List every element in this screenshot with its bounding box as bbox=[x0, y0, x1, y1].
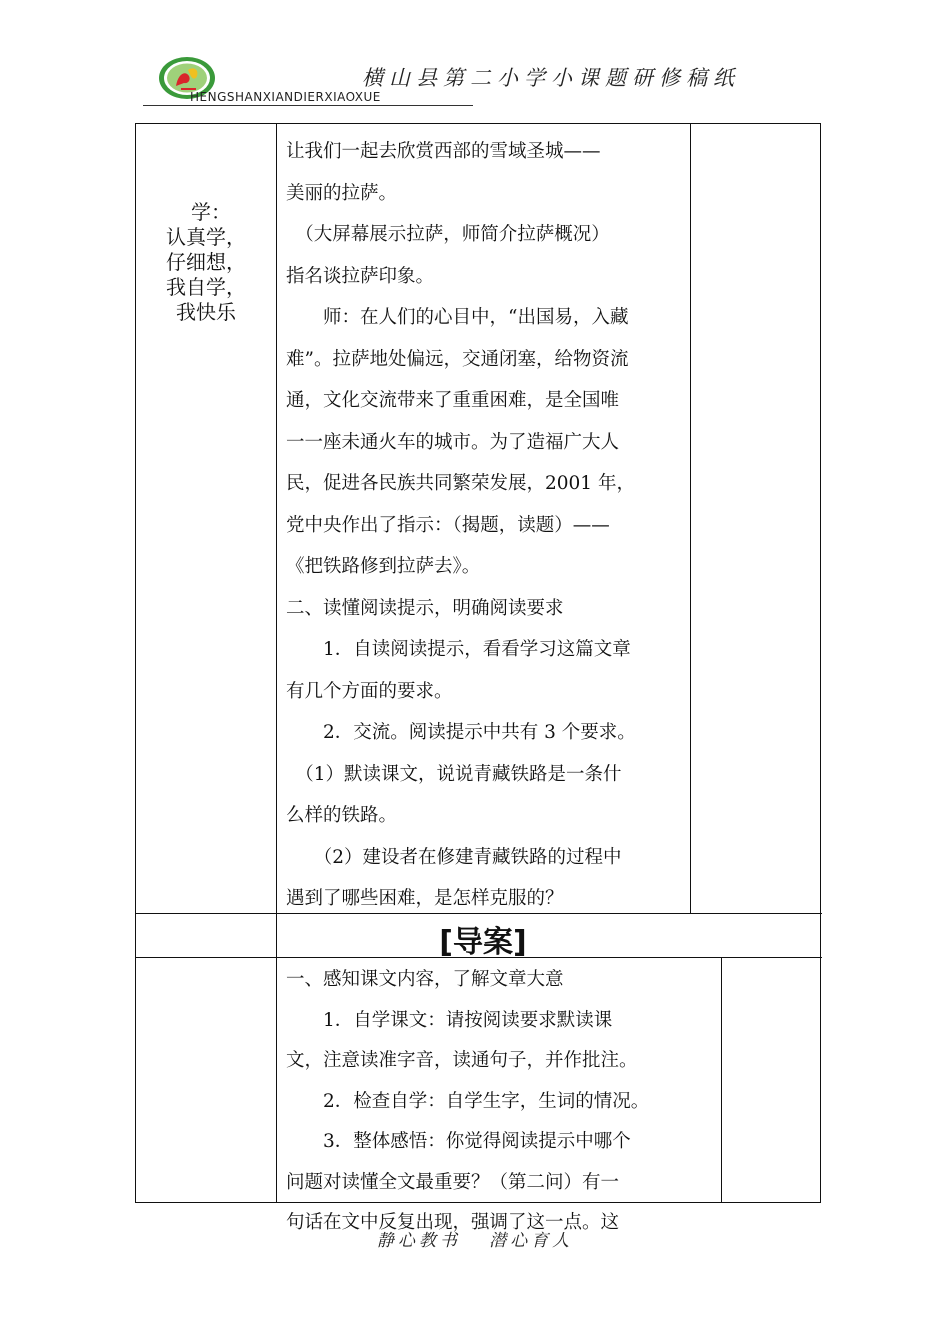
school-title: 横山县第二小学小课题研修稿纸 bbox=[362, 66, 740, 90]
learning-motto bbox=[136, 200, 276, 325]
page-header bbox=[140, 52, 830, 108]
motto-line: 我自学， bbox=[166, 275, 246, 299]
text-line: （2）建设者在修建青藏铁路的过程中 bbox=[286, 846, 622, 868]
text-line: （1）默读课文，说说青藏铁路是一条什 bbox=[286, 763, 622, 785]
text-line: 么样的铁路。 bbox=[286, 805, 398, 826]
motto-line: 学： bbox=[191, 200, 231, 224]
motto-line: 我快乐 bbox=[176, 300, 236, 324]
text-line: 美丽的拉萨。 bbox=[286, 182, 398, 204]
text-line: 民，促进各民族共同繁荣发展，2001 年， bbox=[286, 473, 635, 494]
text-line: 一一座未通火车的城市。为了造福广大人 bbox=[286, 431, 620, 453]
text-line: 难”。拉萨地处偏远，交通闭塞，给物资流 bbox=[286, 348, 629, 370]
motto-line: 认真学， bbox=[166, 225, 246, 249]
text-line: 2．检查自学：自学生字，生词的情况。 bbox=[286, 1090, 650, 1112]
text-line: 1．自读阅读提示，看看学习这篇文章 bbox=[286, 639, 631, 660]
text-line: （大屏幕展示拉萨，师简介拉萨概况） bbox=[286, 224, 610, 245]
column-divider-right-row3 bbox=[721, 957, 722, 1203]
text-line: 师：在人们的心目中，“出国易，入藏 bbox=[286, 307, 629, 328]
text-line: 通，文化交流带来了重重困难，是全国唯 bbox=[286, 390, 620, 411]
text-line: 2．交流。阅读提示中共有 3 个要求。 bbox=[286, 722, 636, 743]
header-rule bbox=[143, 105, 473, 106]
text-line: 指名谈拉萨印象。 bbox=[286, 265, 435, 287]
text-line: 党中央作出了指示：（揭题，读题）—— bbox=[286, 514, 610, 536]
text-line: 有几个方面的要求。 bbox=[286, 680, 453, 702]
text-line: 文，注意读准字音，读通句子，并作批注。 bbox=[286, 1050, 638, 1071]
text-line: 3．整体感悟：你觉得阅读提示中哪个 bbox=[286, 1131, 631, 1152]
lesson-plan-table bbox=[135, 123, 821, 1233]
motto-line: 仔细想， bbox=[166, 250, 246, 274]
text-line: 句话在文中反复出现，强调了这一点。这 bbox=[286, 1212, 620, 1233]
column-divider-left bbox=[276, 124, 277, 913]
text-line: 让我们一起去欣赏西部的雪域圣城—— bbox=[286, 141, 601, 162]
text-line: 《把铁路修到拉萨去》。 bbox=[286, 556, 481, 577]
footer-motto: 静心教书 潜心育人 bbox=[376, 1231, 574, 1251]
column-divider-left-row3 bbox=[276, 957, 277, 1203]
column-divider-right bbox=[690, 124, 691, 913]
text-line: 1．自学课文：请按阅读要求默读课 bbox=[286, 1009, 613, 1031]
section-title: [导案] bbox=[439, 925, 527, 960]
lesson-content-1 bbox=[286, 131, 688, 920]
text-line: 一、感知课文内容，了解文章大意 bbox=[286, 969, 564, 990]
school-pinyin: HENGSHANXIANDIERXIAOXUE bbox=[190, 90, 381, 104]
text-line: 遇到了哪些困难，是怎样克服的？ bbox=[286, 888, 564, 909]
text-line: 二、读懂阅读提示，明确阅读要求 bbox=[286, 597, 564, 619]
lesson-content-2 bbox=[286, 960, 716, 1244]
text-line: 问题对读懂全文最重要？（第二问）有一 bbox=[286, 1171, 620, 1193]
